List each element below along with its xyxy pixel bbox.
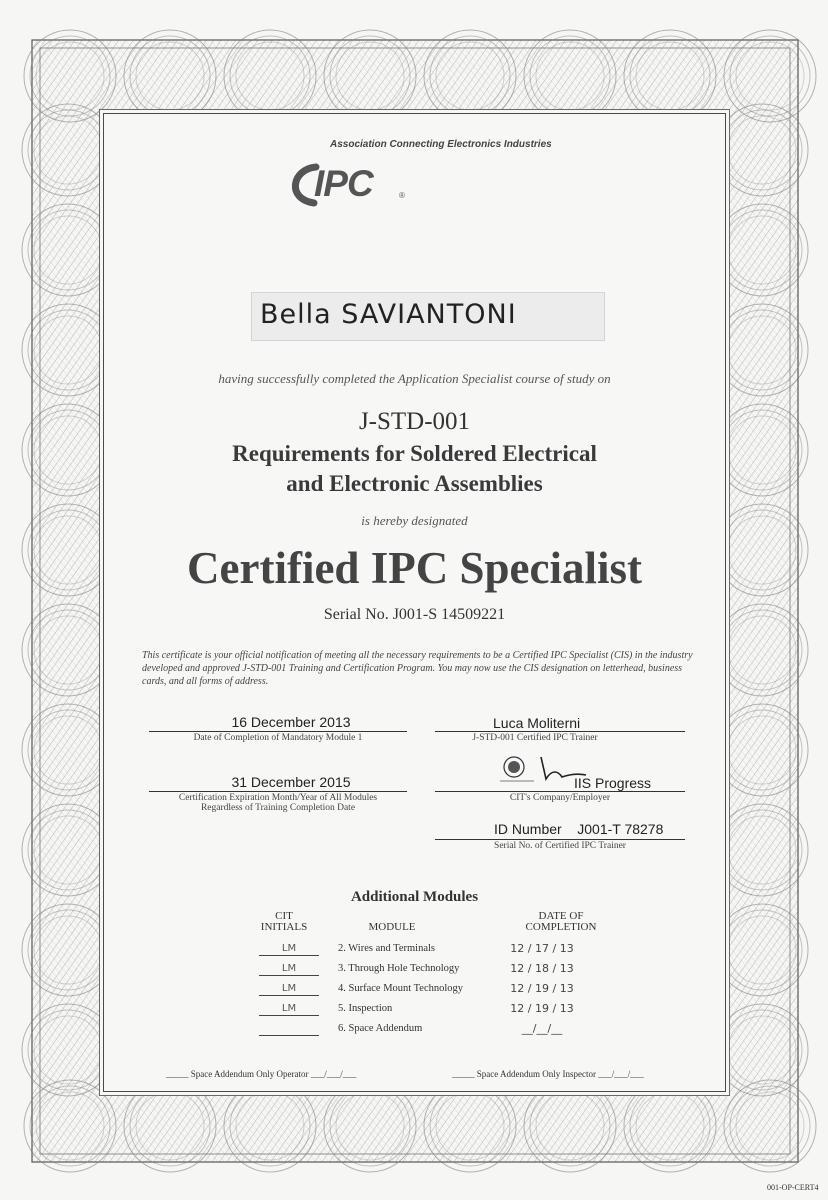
trainer-caption: J-STD-001 Certified IPC Trainer	[472, 733, 598, 743]
row-initials: LM	[259, 962, 319, 976]
recipient-name: Bella SAVIANTONI	[260, 299, 517, 330]
trainer-name: Luca Moliterni	[493, 715, 581, 731]
row-initials: LM	[259, 1002, 319, 1016]
row-module: 6. Space Addendum	[338, 1023, 423, 1034]
trainer-id: ID Number J001-T 78278	[494, 821, 664, 837]
expiration-caption-1: Certification Expiration Month/Year of All Modules	[178, 793, 378, 803]
expiration-date-line	[149, 791, 407, 792]
certificate-notice: This certificate is your official notification of meeting all the necessary requirements to be a Certified IPC Specialist (CIS) in the industry developed and approved J-STD-001 Training and Certification Program. You may now use the CIS designation on letterhead, business cards, and all forms of address.	[142, 650, 693, 687]
certificate-body	[103, 113, 726, 1092]
logo-text: IPC	[314, 163, 373, 204]
col-head-date-2: COMPLETION	[525, 921, 597, 933]
trainer-id-caption: Serial No. of Certified IPC Trainer	[494, 841, 626, 851]
table-row	[254, 982, 614, 1002]
row-module: 3. Through Hole Technology	[338, 963, 460, 974]
row-module: 4. Surface Mount Technology	[338, 983, 464, 994]
row-initials: LM	[259, 982, 319, 996]
certificate-title: Certified IPC Specialist	[187, 543, 642, 593]
col-head-initials-1: CIT	[275, 910, 293, 922]
row-date: 12 / 18 / 13	[510, 962, 574, 975]
col-head-initials-2: INITIALS	[260, 921, 308, 933]
row-initials: LM	[259, 942, 319, 956]
table-row	[254, 942, 614, 962]
employer-caption: CIT's Company/Employer	[509, 793, 611, 803]
col-head-initials	[244, 911, 324, 933]
recipient-name-box	[251, 292, 605, 341]
col-head-date-1: DATE OF	[538, 910, 584, 922]
designated-line: is hereby designated	[361, 513, 468, 528]
logo-registered-mark: ®	[399, 191, 405, 200]
employer-name: IIS Progress	[574, 775, 652, 791]
row-date: 12 / 17 / 13	[510, 942, 574, 955]
expiration-date: 31 December 2015	[231, 774, 351, 790]
serial-number: Serial No. J001-S 14509221	[323, 606, 506, 623]
row-module: 5. Inspection	[338, 1003, 393, 1014]
additional-modules-title: Additional Modules	[350, 889, 479, 905]
ipc-logo	[280, 159, 410, 209]
form-code: 001-OP-CERT4	[767, 1183, 819, 1192]
row-initials	[259, 1022, 319, 1036]
table-row	[254, 1022, 614, 1042]
row-module: 2. Wires and Terminals	[338, 943, 436, 954]
completion-date: 16 December 2013	[231, 714, 351, 730]
row-date: __/__/__	[521, 1022, 563, 1035]
completion-date-line	[149, 731, 407, 732]
inspector-line: _____ Space Addendum Only Inspector ___/___/___	[452, 1069, 644, 1079]
trainer-id-line	[435, 839, 685, 840]
col-head-date	[506, 911, 616, 933]
standard-code: J-STD-001	[358, 408, 471, 435]
row-date: 12 / 19 / 13	[510, 1002, 574, 1015]
employer-line	[435, 791, 685, 792]
completion-date-caption: Date of Completion of Mandatory Module 1	[193, 733, 363, 743]
table-row	[254, 962, 614, 982]
trainer-line	[435, 731, 685, 732]
requirements-line-1: Requirements for Soldered Electrical	[232, 441, 597, 466]
col-head-module: MODULE	[368, 921, 416, 933]
table-row	[254, 1002, 614, 1022]
modules-table	[254, 942, 614, 1042]
expiration-caption-2: Regardless of Training Completion Date	[200, 803, 356, 813]
row-date: 12 / 19 / 13	[510, 982, 574, 995]
association-name: Association Connecting Electronics Industries	[330, 139, 552, 150]
requirements-line-2: and Electronic Assemblies	[286, 471, 543, 496]
completion-line: having successfully completed the Application Specialist course of study on	[218, 371, 611, 386]
operator-line: _____ Space Addendum Only Operator ___/___/___	[166, 1069, 357, 1079]
